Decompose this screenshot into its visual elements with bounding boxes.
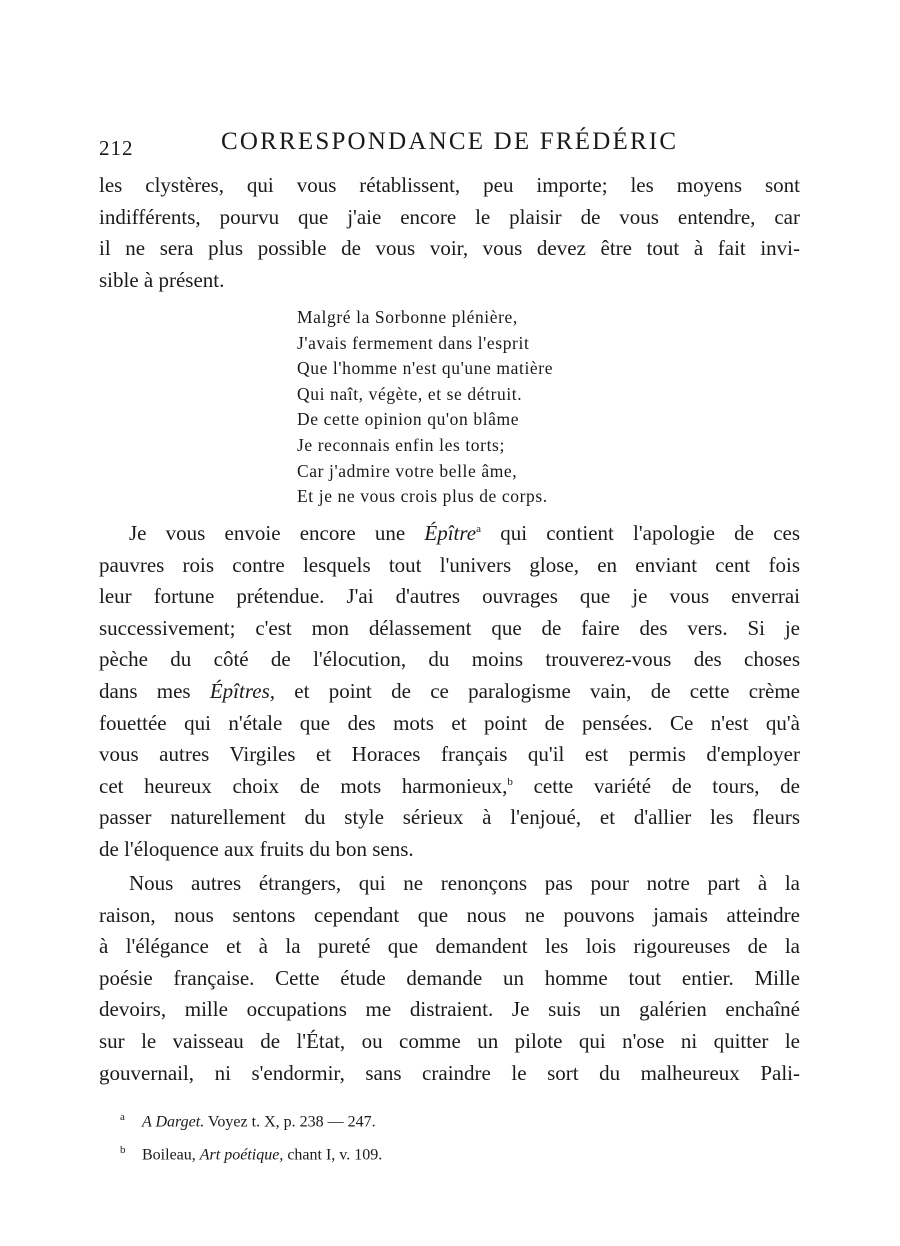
- verse-line: Et je ne vous crois plus de corps.: [297, 486, 548, 507]
- text-line: vous autres Virgiles et Horaces français qu'il est permis d'employer: [99, 742, 800, 767]
- italic-title: Épître: [424, 521, 477, 545]
- footnote-ref-a: a: [476, 523, 481, 535]
- verse-line: J'avais fermement dans l'esprit: [297, 332, 530, 353]
- verse-line: Que l'homme n'est qu'une matière: [297, 358, 554, 379]
- verse-line: Malgré la Sorbonne plénière,: [297, 307, 518, 327]
- verse-line: De cette opinion qu'on blâme: [297, 409, 520, 430]
- footnotes: [120, 1103, 382, 1170]
- page-header: [96, 128, 800, 162]
- text-line: raison, nous sentons cependant que nous ne pouvons jamais atteindre: [99, 902, 800, 927]
- paragraph-epitre: [99, 518, 800, 866]
- text-line: à l'élégance et à la pureté que demandent les lois rigoureuses de la: [99, 934, 800, 959]
- text-line: sur le vaisseau de l'État, ou comme un pilote qui n'ose ni quitter le: [99, 1028, 800, 1053]
- text-line: les clystères, qui vous rétablissent, peu importe; les moyens sont: [99, 173, 800, 197]
- text-line: gouvernail, ni s'endormir, sans craindre le sort du malheureux Pali-: [99, 1060, 800, 1085]
- text-line: successivement; c'est mon délassement que de faire des vers. Si je: [99, 615, 800, 640]
- text-line: de l'éloquence aux fruits du bon sens.: [99, 836, 414, 861]
- running-title: CORRESPONDANCE DE FRÉDÉRIC: [221, 128, 679, 155]
- verse-line: Je reconnais enfin les torts;: [297, 434, 505, 455]
- text-line: fouettée qui n'étale que des mots et point de pensées. Ce n'est qu'à: [99, 710, 800, 735]
- text-line: passer naturellement du style sérieux à l'enjoué, et d'allier les fleurs: [99, 805, 800, 830]
- text-line: dans mes Épîtres, et point de ce paralogisme vain, de cette crème: [99, 678, 800, 703]
- italic-title: Épîtres,: [209, 678, 275, 703]
- text-line: poésie française. Cette étude demande un homme tout entier. Mille: [99, 965, 800, 990]
- text-line: pèche du côté de l'élocution, du moins trouverez-vous des choses: [99, 647, 800, 672]
- paragraph-etrangers: [99, 868, 800, 1089]
- text-line: devoirs, mille occupations me distraient. Je suis un galérien enchaîné: [99, 997, 800, 1022]
- footnote-mark: a: [120, 1111, 125, 1123]
- text-line: pauvres rois contre lesquels tout l'univers glose, en enviant cent fois: [99, 552, 800, 577]
- text-line: cet heureux choix de mots harmonieux,$^b$ cette variété de tours, de: [99, 773, 800, 798]
- verse-line: Car j'admire votre belle âme,: [297, 460, 518, 481]
- text-line: il ne sera plus possible de vous voir, vous devez être tout à fait invi-: [99, 236, 800, 261]
- footnote-mark: b: [120, 1144, 126, 1157]
- verse-line: Qui naît, végète, et se détruit.: [297, 383, 523, 404]
- footnote-b: b Boileau, Art poétique, chant I, v. 109.: [120, 1136, 382, 1169]
- text-line: Nous autres étrangers, qui ne renonçons pas pour notre part à la: [129, 871, 800, 895]
- text-line: leur fortune prétendue. J'ai d'autres ouvrages que je vous enverrai: [99, 584, 800, 609]
- text-line: Je vous envoie encore une Épître$^a$ qui contient l'apologie de ces: [129, 521, 801, 545]
- footnote-ref-b: b: [507, 775, 513, 788]
- footnote-a: a A Darget. Voyez t. X, p. 238 — 247.: [120, 1103, 382, 1136]
- verse-quotation: [297, 305, 553, 510]
- paragraph-continuation: [99, 170, 800, 296]
- text-line: sible à présent.: [99, 267, 225, 292]
- page-number: 212: [99, 136, 134, 160]
- text-line: indifférents, pourvu que j'aie encore le plaisir de vous entendre, car: [99, 204, 800, 229]
